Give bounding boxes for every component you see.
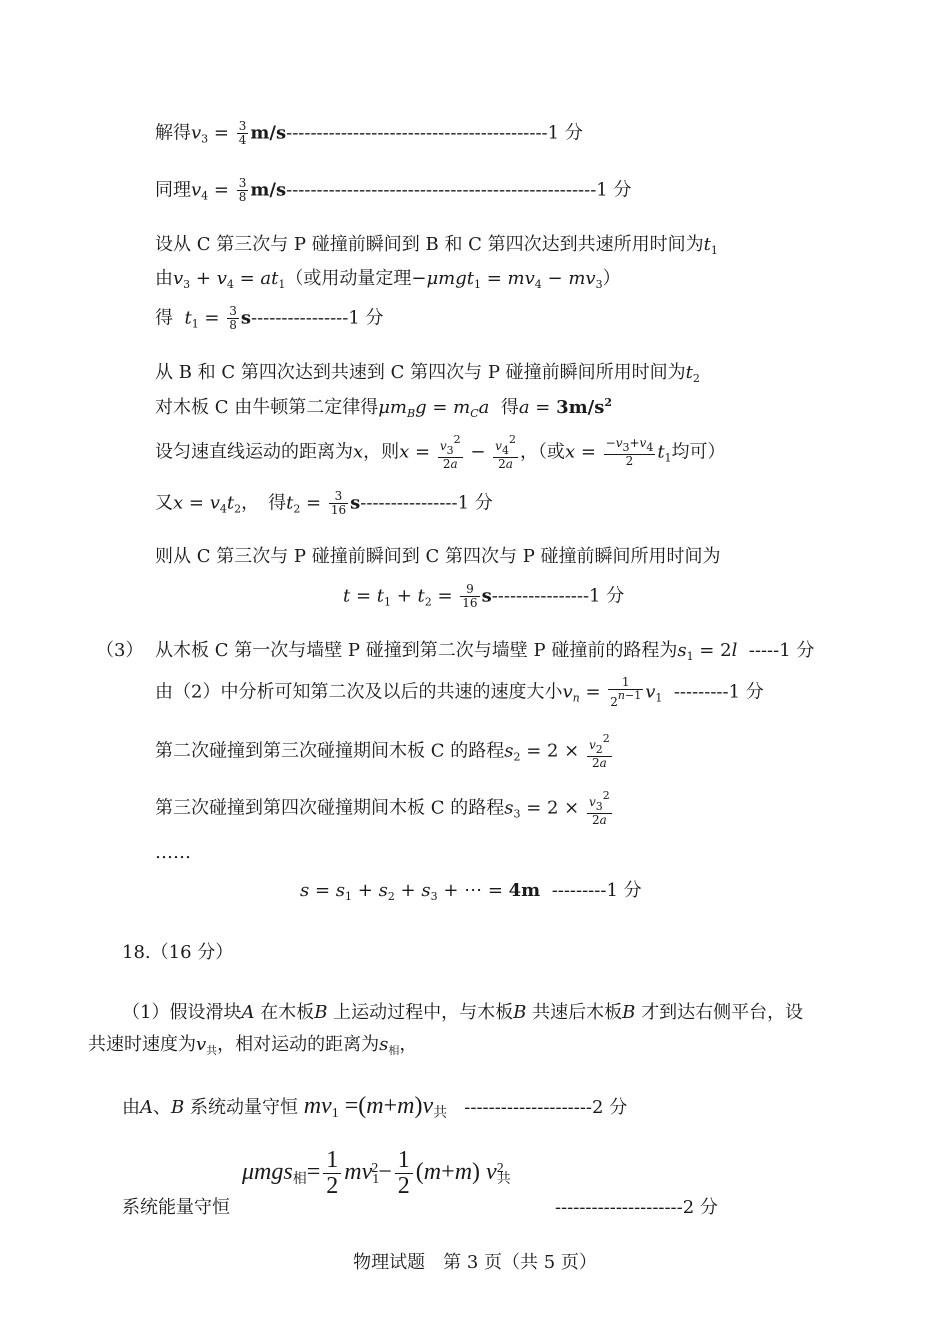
text: 由 (122, 1097, 140, 1118)
line-prefix: 由 (155, 268, 173, 289)
dash-line: --------------------- (555, 1197, 683, 1218)
dash-line: ---------------- (360, 492, 458, 514)
fraction: $\frac{v_3^2}{2a}$ (439, 433, 461, 472)
energy-equation: μmgs$_相$= $\frac{1}{2}$ $mv_1^2-$ $\frac{1}{2}$ (m+m) $v_共^2$ (242, 1147, 511, 1200)
text: 在木板 (260, 1002, 315, 1023)
line-text: 对木板 C 由牛顿第二定律得 (155, 397, 379, 418)
fraction: $\frac{3}{4}$ (238, 119, 247, 148)
fraction: $\frac{v_2^2}{2a}$ (588, 732, 610, 771)
line-q3-vn: 由（2）中分析可知第二次及以后的共速的速度大小$v_n$ = $\frac{1}{2^{n-1}}$ $v_1$ ---------1 分 (155, 675, 764, 710)
line-q18-energy-score (555, 1197, 718, 1219)
fraction: $\frac{v_3^2}{2a}$ (588, 789, 610, 828)
line-or: ，（或 (519, 441, 565, 463)
dash-line: --------- (673, 681, 729, 703)
page-footer: 物理试题 第 3 页（共 5 页） (353, 1252, 597, 1273)
score: 1 分 (348, 307, 384, 329)
line-prefix: 又 (155, 492, 173, 514)
fraction: $\frac{3}{8}$ (238, 176, 247, 205)
text: 才到达右侧平台，设 (641, 1002, 804, 1023)
score: 2 分 (592, 1097, 628, 1118)
score: 2 分 (682, 1197, 718, 1218)
text: 、 (153, 1097, 171, 1118)
dash-line: ---------------- (491, 585, 590, 607)
line-q3-s3: 第三次碰撞到第四次碰撞期间木板 C 的路程$s_3 = 2$ × $\frac{v_3^2}{2a}$ (155, 789, 610, 828)
momentum-equation: $mv_1 =(m+m)v_共$ (303, 1093, 448, 1121)
q18-paragraph-line1: （1）假设滑块A 在木板B 上运动过程中，与木板B 共速后木板B 才到达右侧平台，设 (122, 1002, 804, 1023)
fraction: $\frac{1}{2}$ (323, 1148, 341, 1199)
line-end: 均可） (671, 441, 726, 463)
fraction: $\frac{3}{16}$ (330, 489, 347, 518)
score: 1 分 (457, 492, 493, 514)
fraction: $\frac{1}{2^{n-1}}$ (610, 675, 642, 710)
line-define-t2: 从 B 和 C 第四次达到共速到 C 第四次与 P 碰撞前瞬间所用时间为$t_2$ (155, 362, 700, 385)
q3-label: （3） (96, 640, 144, 661)
dash-line: ----- (748, 640, 780, 661)
line-q3-s1: 从木板 C 第一次与墙壁 P 碰撞到第二次与墙壁 P 碰撞前的路程为$s_1 = 2l$ -----1 分 (155, 640, 815, 663)
subscript: 相 (388, 1044, 400, 1057)
line-get: ， 得 (241, 492, 287, 514)
line-text: 则从 C 第三次与 P 碰撞前瞬间到 C 第四次与 P 碰撞前瞬间所用时间为 (155, 546, 721, 567)
subscript: 共 (206, 1044, 218, 1057)
score: 1 分 (596, 179, 632, 201)
line-q3-total: $s = s_1 + s_2 + s_3$ + ⋯ = 4m ---------1 分 (300, 880, 642, 903)
line-q3-s2: 第二次碰撞到第三次碰撞期间木板 C 的路程$s_2 = 2$ × $\frac{v_2^2}{2a}$ (155, 732, 610, 771)
line-prefix: 同理 (155, 179, 191, 201)
dash-line: --------- (551, 880, 607, 901)
text: ， (399, 1034, 418, 1055)
line-total-time-intro (155, 546, 721, 568)
fraction: $\frac{v_4^2}{2a}$ (495, 433, 516, 472)
subscript: 相 (292, 1172, 307, 1188)
line-text: 设匀速直线运动的距离为 (155, 441, 353, 463)
score: 1 分 (547, 122, 583, 144)
fraction: $\frac{1}{2}$ (395, 1148, 413, 1199)
line-text: 从木板 C 第一次与墙壁 P 碰撞到第二次与墙壁 P 碰撞前的路程为 (155, 640, 678, 661)
line-text: 由（2）中分析可知第二次及以后的共速的速度大小 (155, 681, 563, 703)
line-prefix: 解得 (155, 122, 191, 144)
fraction: $\frac{9}{16}$ (462, 582, 478, 611)
fraction: $\frac{3}{8}$ (229, 304, 237, 333)
line-equation-t1: 由$v_3 + v_4 = at_1$（或用动量定理$-\mu mgt_1 = mv_4 - mv_3$） (155, 268, 621, 291)
line-get: 得 (500, 397, 519, 418)
line-note: （或用动量定理 (285, 268, 412, 289)
line-then: ，则 (363, 441, 400, 463)
text: （1）假设滑块 (122, 1002, 242, 1023)
text: 共速时速度为 (88, 1034, 196, 1055)
line-solve-v3: 解得$v_3$ = $\frac{3}{4}$ m/s-------------------------------------------1 分 (155, 119, 583, 148)
ellipsis: …… (155, 842, 191, 863)
q18-paragraph-line2: 共速时速度为$v_共$，相对运动的距离为$s_相$， (88, 1034, 418, 1057)
text: 上运动过程中，与木板 (333, 1002, 514, 1023)
dash-line: ------------------------------------------- (286, 122, 548, 144)
subscript: 共 (433, 1106, 448, 1121)
text: ，相对运动的距离为 (217, 1034, 380, 1055)
score: 1 分 (589, 585, 625, 607)
line-total-time: $t = t_1 + t_2$ = $\frac{9}{16}$ s----------------1 分 (343, 582, 625, 611)
q18-title: 18.（16 分） (122, 942, 234, 963)
score: 1 分 (779, 640, 815, 661)
dash-line: ---------------- (251, 307, 349, 329)
line-define-t1: 设从 C 第三次与 P 碰撞前瞬间到 B 和 C 第四次达到共速所用时间为$t_1$ (155, 234, 718, 257)
line-text: 设从 C 第三次与 P 碰撞前瞬间到 B 和 C 第四次达到共速所用时间为 (155, 234, 704, 255)
line-newton: 对木板 C 由牛顿第二定律得$\mu m_Bg = m_Ca$ 得$a = 3m/s^2$ (155, 396, 613, 420)
dash-line: --------------------------------------------------- (286, 179, 597, 201)
line-text: 从 B 和 C 第四次达到共速到 C 第四次与 P 碰撞前瞬间所用时间为 (155, 362, 686, 383)
line-text: 第二次碰撞到第三次碰撞期间木板 C 的路程 (155, 740, 505, 762)
text: 共速后木板 (532, 1002, 623, 1023)
text: 系统动量守恒 (189, 1097, 298, 1118)
score: 1 分 (728, 681, 764, 703)
line-result-t1: 得 $t_1$ = $\frac{3}{8}$ s----------------1 分 (155, 304, 384, 333)
subscript: 共 (496, 1172, 511, 1188)
line-result-t2: 又$x = v_4t_2$， 得$t_2$ = $\frac{3}{16}$ s----------------1 分 (155, 489, 493, 518)
line-q18-energy-label: 系统能量守恒 (122, 1197, 230, 1218)
line-q18-momentum: 由A、B 系统动量守恒 $mv_1 =(m+m)v_共$ ---------------------2 分 (122, 1093, 628, 1121)
fraction: $\frac{-v_3+v_4}{2}$ (605, 436, 654, 469)
dash-line: --------------------- (464, 1097, 593, 1118)
line-uniform-distance: 设匀速直线运动的距离为x，则x = $\frac{v_3^2}{2a}$ − $\frac{v_4^2}{2a}$ ，（或x = $\frac{-v_3+v_4}{2}$ $t_1$均可） (155, 433, 726, 472)
line-similarly-v4: 同理$v_4$ = $\frac{3}{8}$ m/s---------------------------------------------------1 分 (155, 176, 632, 205)
line-text: 第三次碰撞到第四次碰撞期间木板 C 的路程 (155, 797, 505, 819)
score: 1 分 (606, 880, 642, 901)
line-prefix: 得 (155, 307, 173, 329)
